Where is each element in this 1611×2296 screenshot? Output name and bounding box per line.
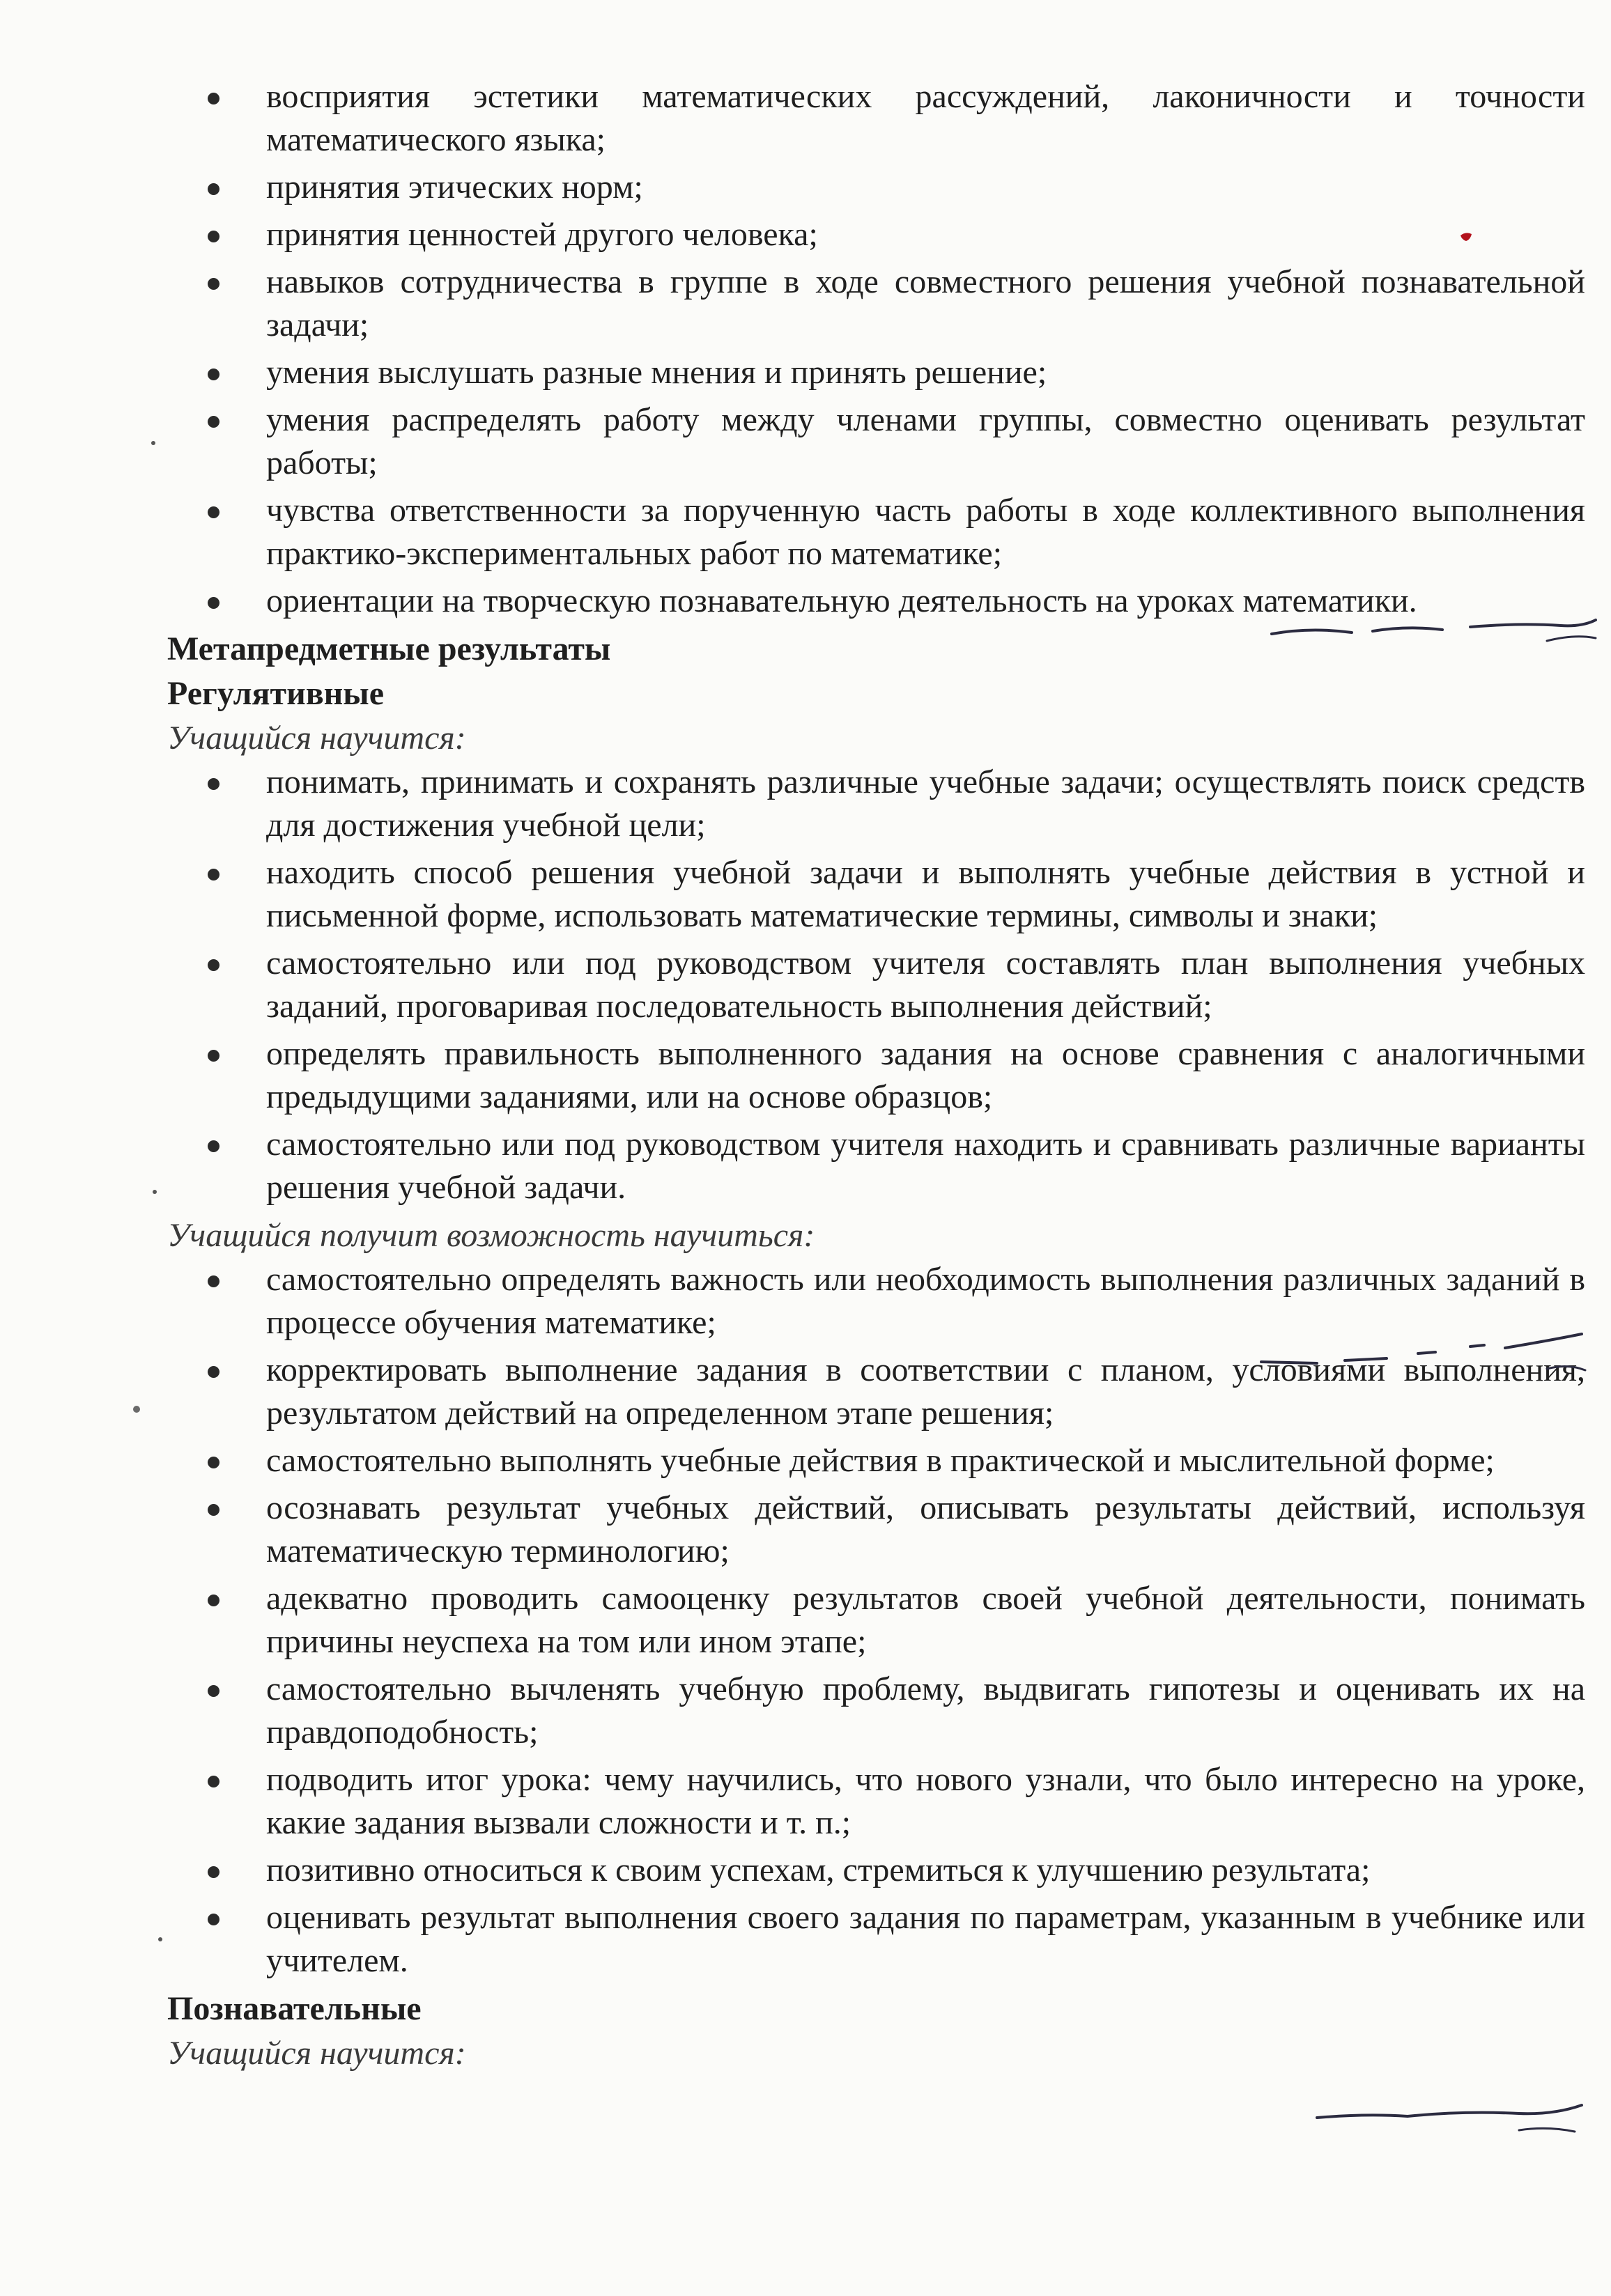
list-item: подводить итог урока: чему научились, что нового узнали, что было интересно на уроке, какие задания вызвали сложности и т. п.; [266, 1758, 1585, 1845]
will-learn-subheading: Учащийся научится: [167, 720, 466, 757]
list-item: самостоятельно или под руководством учителя составлять план выполнения учебных заданий, проговаривая последовательность выполнения действий; [266, 942, 1585, 1028]
list-item: ориентации на творческую познавательную деятельность на уроках математики. [266, 580, 1585, 623]
regulatory-will-learn-list [167, 761, 1585, 1209]
list-item: осознавать результат учебных действий, описывать результаты действий, используя математическую терминологию; [266, 1487, 1585, 1573]
list-item: находить способ решения учебной задачи и выполнять учебные действия в устной и письменной форме, использовать математические термины, символы и знаки; [266, 851, 1585, 938]
list-item: самостоятельно или под руководством учителя находить и сравнивать различные варианты решения учебной задачи. [266, 1123, 1585, 1209]
cognitive-heading: Познавательные [167, 1990, 422, 2027]
list-item: корректировать выполнение задания в соответствии с планом, условиями выполнения, результатом действий на определенном этапе решения; [266, 1349, 1585, 1435]
scan-speck [156, 1935, 164, 1944]
list-item: умения выслушать разные мнения и принять решение; [266, 351, 1585, 394]
list-item: самостоятельно определять важность или необходимость выполнения различных заданий в процессе обучения математике; [266, 1258, 1585, 1344]
list-item: принятия ценностей другого человека; [266, 213, 1585, 256]
regulatory-opportunity-list [167, 1258, 1585, 1983]
list-item: принятия этических норм; [266, 166, 1585, 209]
list-item: навыков сотрудничества в группе в ходе совместного решения учебной познавательной задачи; [266, 261, 1585, 347]
meta-results-heading: Метапредметные результаты [167, 630, 611, 667]
list-item: восприятия эстетики математических рассуждений, лаконичности и точности математического языка; [266, 75, 1585, 162]
scan-speck [151, 1188, 159, 1196]
list-item: адекватно проводить самооценку результатов своей учебной деятельности, понимать причины неуспеха на том или ином этапе; [266, 1577, 1585, 1663]
scan-speck [131, 1404, 142, 1415]
list-item: самостоятельно вычленять учебную проблему, выдвигать гипотезы и оценивать их на правдоподобность; [266, 1668, 1585, 1754]
regulatory-heading: Регулятивные [167, 675, 385, 712]
opportunity-subheading: Учащийся получит возможность научиться: [167, 1217, 815, 1254]
list-item: определять правильность выполненного задания на основе сравнения с аналогичными предыдущими заданиями, или на основе образцов; [266, 1032, 1585, 1119]
list-item: умения распределять работу между членами группы, совместно оценивать результат работы; [266, 398, 1585, 485]
list-item: позитивно относиться к своим успехам, стремиться к улучшению результата; [266, 1849, 1585, 1892]
personal-results-list [167, 75, 1585, 623]
list-item: чувства ответственности за порученную часть работы в ходе коллективного выполнения практико-экспериментальных работ по математике; [266, 489, 1585, 575]
pen-underline-mark-2 [1310, 2090, 1589, 2146]
scan-speck [149, 439, 157, 447]
list-item: понимать, принимать и сохранять различные учебные задачи; осуществлять поиск средств для достижения учебной цели; [266, 761, 1585, 847]
will-learn-subheading-2: Учащийся научится: [167, 2035, 466, 2072]
list-item: оценивать результат выполнения своего задания по параметрам, указанным в учебнике или учителем. [266, 1896, 1585, 1983]
list-item: самостоятельно выполнять учебные действия в практической и мыслительной форме; [266, 1439, 1585, 1482]
page-content [167, 75, 1585, 2076]
